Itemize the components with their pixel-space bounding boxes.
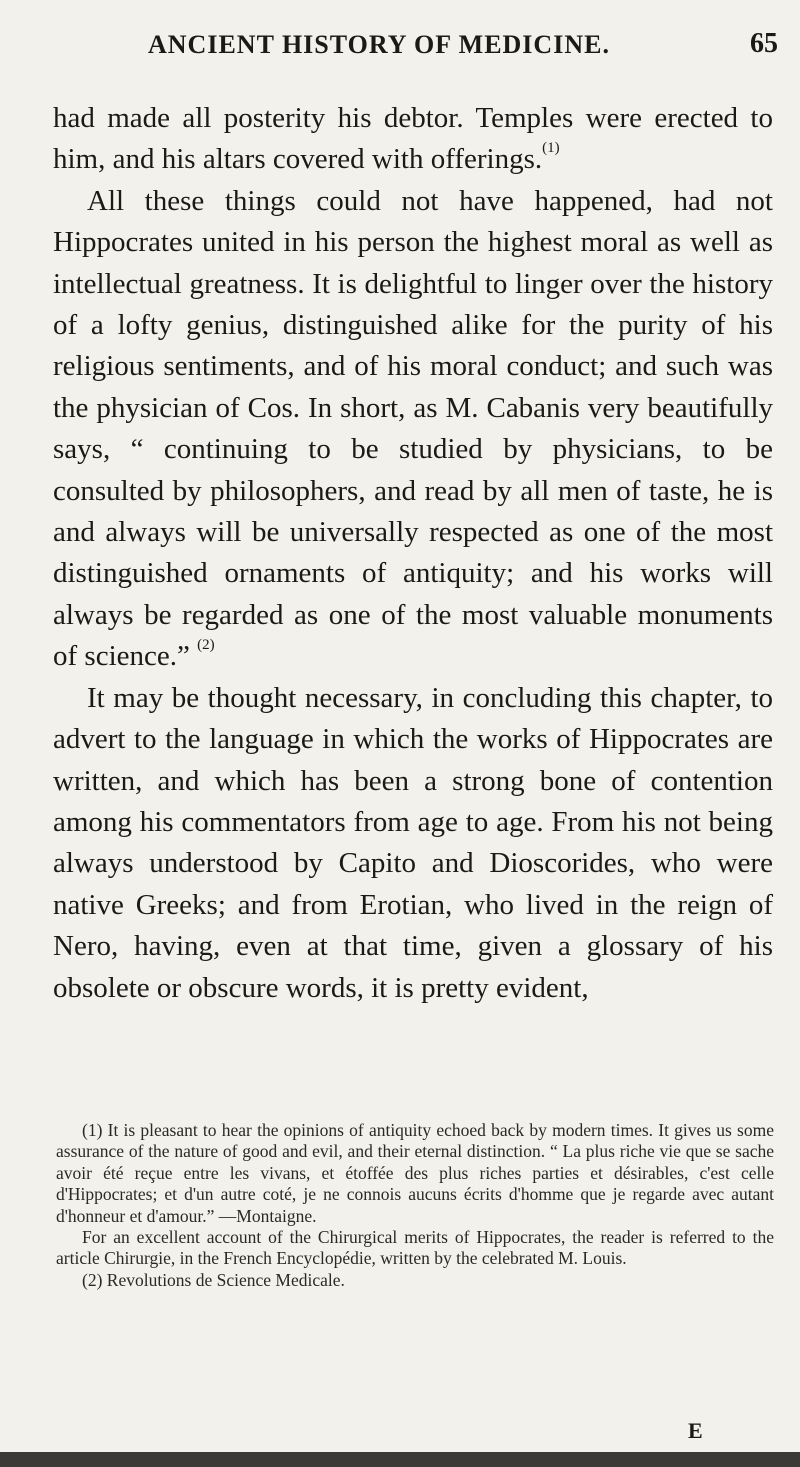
running-head: ANCIENT HISTORY OF MEDICINE. — [148, 30, 610, 59]
page-bottom-edge — [0, 1452, 800, 1467]
paragraph-1 — [53, 98, 773, 181]
paragraph-1-text: had made all posterity his debtor. Temples were erected to him, and his altars covered with offerings. — [53, 102, 773, 176]
page-number: 65 — [750, 28, 778, 59]
footnote-ref-1: (1) — [542, 139, 560, 156]
page-header — [148, 18, 778, 58]
footnote-ref-2: (2) — [197, 636, 215, 653]
main-text — [53, 98, 773, 1009]
paragraph-2 — [53, 181, 773, 678]
footnote-2: (2) Revolutions de Science Medicale. — [82, 1269, 345, 1290]
footnote-1: (1) It is pleasant to hear the opinions of antiquity echoed back by modern times. It gives us some assurance of the nature of good and evil, and their eternal distinction. “ La plus riche vie que se sache avoir été reçue entre les vivans, et étoffée des plus riches parties et désirables, c'est celle d'Hippocrates; et d'un autre coté, je ne connois aucuns écrits d'homme que je regarde avec autant d'honneur et d'amour.” —Montaigne. — [56, 1120, 774, 1226]
footnotes — [56, 1120, 774, 1291]
paragraph-2-text: All these things could not have happened, had not Hippocrates united in his person the highest moral as well as intellectual greatness. It is delightful to linger over the history of a lofty genius, distinguished alike for the purity of his religious sentiments, and of his moral conduct; and such was the physician of Cos. In short, as M. Cabanis very beautifully says, “ continuing to be studied by physicians, to be consulted by philosophers, and read by all men of taste, he is and always will be universally respected as one of the most distinguished ornaments of antiquity; and his works will always be regarded as one of the most valuable monuments of science.” — [53, 184, 773, 673]
paragraph-3: It may be thought necessary, in concluding this chapter, to advert to the language in which the works of Hippocrates are written, and which has been a strong bone of contention among his commentators from age to age. From his not being always understood by Capito and Dioscorides, who were native Greeks; and from Erotian, who lived in the reign of Nero, having, even at that time, given a glossary of his obsolete or obscure words, it is pretty evident, — [53, 681, 773, 1004]
footnote-1-continued: For an excellent account of the Chirurgical merits of Hippocrates, the reader is referred to the article Chirurgie, in the French Encyclopédie, written by the celebrated M. Louis. — [56, 1227, 774, 1269]
signature-mark: E — [688, 1418, 703, 1443]
